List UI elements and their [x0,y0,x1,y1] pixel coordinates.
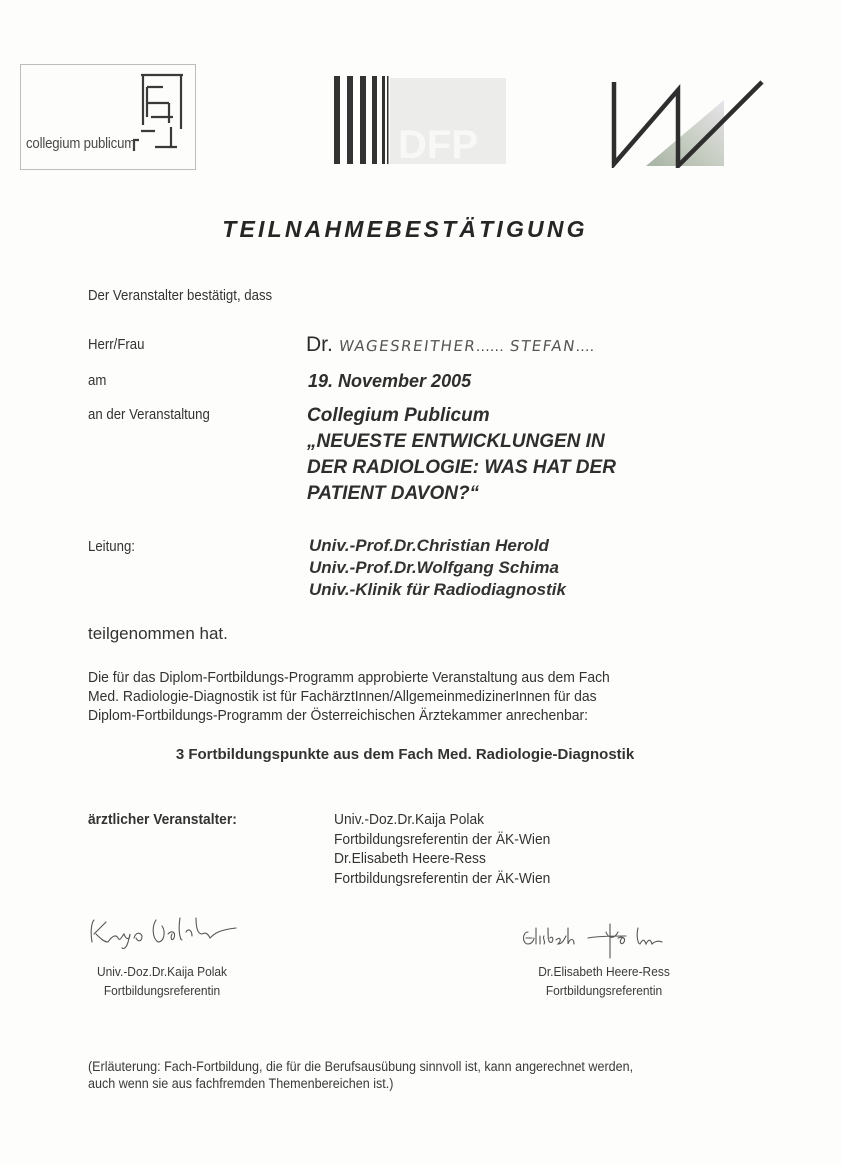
paragraph-line: Diplom-Fortbildungs-Programm der Österreichischen Ärztekammer anrechenbar: [88,707,589,724]
signature-polak-icon [86,912,256,952]
dfp-barcode-icon [330,74,520,166]
organizer-label: ärztlicher Veranstalter: [88,811,237,828]
date-value: 19. November 2005 [308,371,472,391]
event-title-line: DER RADIOLOGIE: WAS HAT DER [307,457,616,478]
person-name-field [306,333,594,357]
organizer-line: Fortbildungsreferentin der ÄK-Wien [334,830,551,848]
participated-text: teilgenommen hat. [88,624,228,643]
document-title: TEILNAHMEBESTÄTIGUNG [222,216,588,242]
person-surname-handwritten: WAGESREITHER [337,337,478,355]
signatory-role: Fortbildungsreferentin [545,983,663,998]
leitung-item: Univ.-Prof.Dr.Wolfgang Schima [309,558,559,577]
signatory-role: Fortbildungsreferentin [103,983,221,998]
event-label: an der Veranstaltung [88,406,210,423]
person-firstname-handwritten: STEFAN [508,337,578,355]
signature-block-left [70,962,254,1000]
organizer-line: Fortbildungsreferentin der ÄK-Wien [334,869,551,887]
collegium-publicum-text: collegium publicum [26,135,136,152]
leitung-label: Leitung: [88,538,135,555]
explanation-note [88,1058,720,1092]
svg-text:DFP: DFP [398,123,478,166]
w-logo-icon [606,78,766,168]
signatory-name: Univ.-Doz.Dr.Kaija Polak [96,964,228,979]
dfp-logo [330,74,520,166]
signatory-name: Dr.Elisabeth Heere-Ress [538,964,670,979]
dotted-line: ...... [475,338,504,355]
organizer-list [334,810,550,888]
event-organizer: Collegium Publicum [307,405,490,426]
intro-text: Der Veranstalter bestätigt, dass [88,287,273,304]
organizer-line: Dr.Elisabeth Heere-Ress [334,850,486,867]
organizer-line: Univ.-Doz.Dr.Kaija Polak [334,811,485,828]
collegium-publicum-logo-icon [21,65,197,171]
accreditation-paragraph [88,668,702,725]
cme-points: 3 Fortbildungspunkte aus dem Fach Med. Radiologie-Diagnostik [175,746,635,763]
event-title-line: PATIENT DAVON?“ [307,483,480,504]
paragraph-line: Med. Radiologie-Diagnostik ist für FachärztInnen/AllgemeinmedizinerInnen für das [88,688,597,705]
person-prefix: Dr. [306,333,333,356]
event-title-line: „NEUESTE ENTWICKLUNGEN IN [307,431,605,452]
w-logo [606,78,766,168]
date-label: am [88,372,107,389]
note-line: (Erläuterung: Fach-Fortbildung, die für die Berufsausübung sinnvoll ist, kann angerechnet werden, [88,1059,634,1074]
paragraph-line: Die für das Diplom-Fortbildungs-Programm approbierte Veranstaltung aus dem Fach [88,669,610,686]
collegium-publicum-logo [20,64,196,170]
leitung-list [309,535,566,601]
note-line: auch wenn sie aus fachfremden Themenbereichen ist.) [88,1076,394,1091]
dotted-line: .... [575,338,595,355]
signature-heere-ress-icon [518,918,708,964]
event-title-block [307,403,616,507]
leitung-item: Univ.-Klinik für Radiodiagnostik [309,580,566,599]
person-label: Herr/Frau [88,336,145,353]
leitung-item: Univ.-Prof.Dr.Christian Herold [309,536,549,555]
signature-block-right [512,962,696,1000]
